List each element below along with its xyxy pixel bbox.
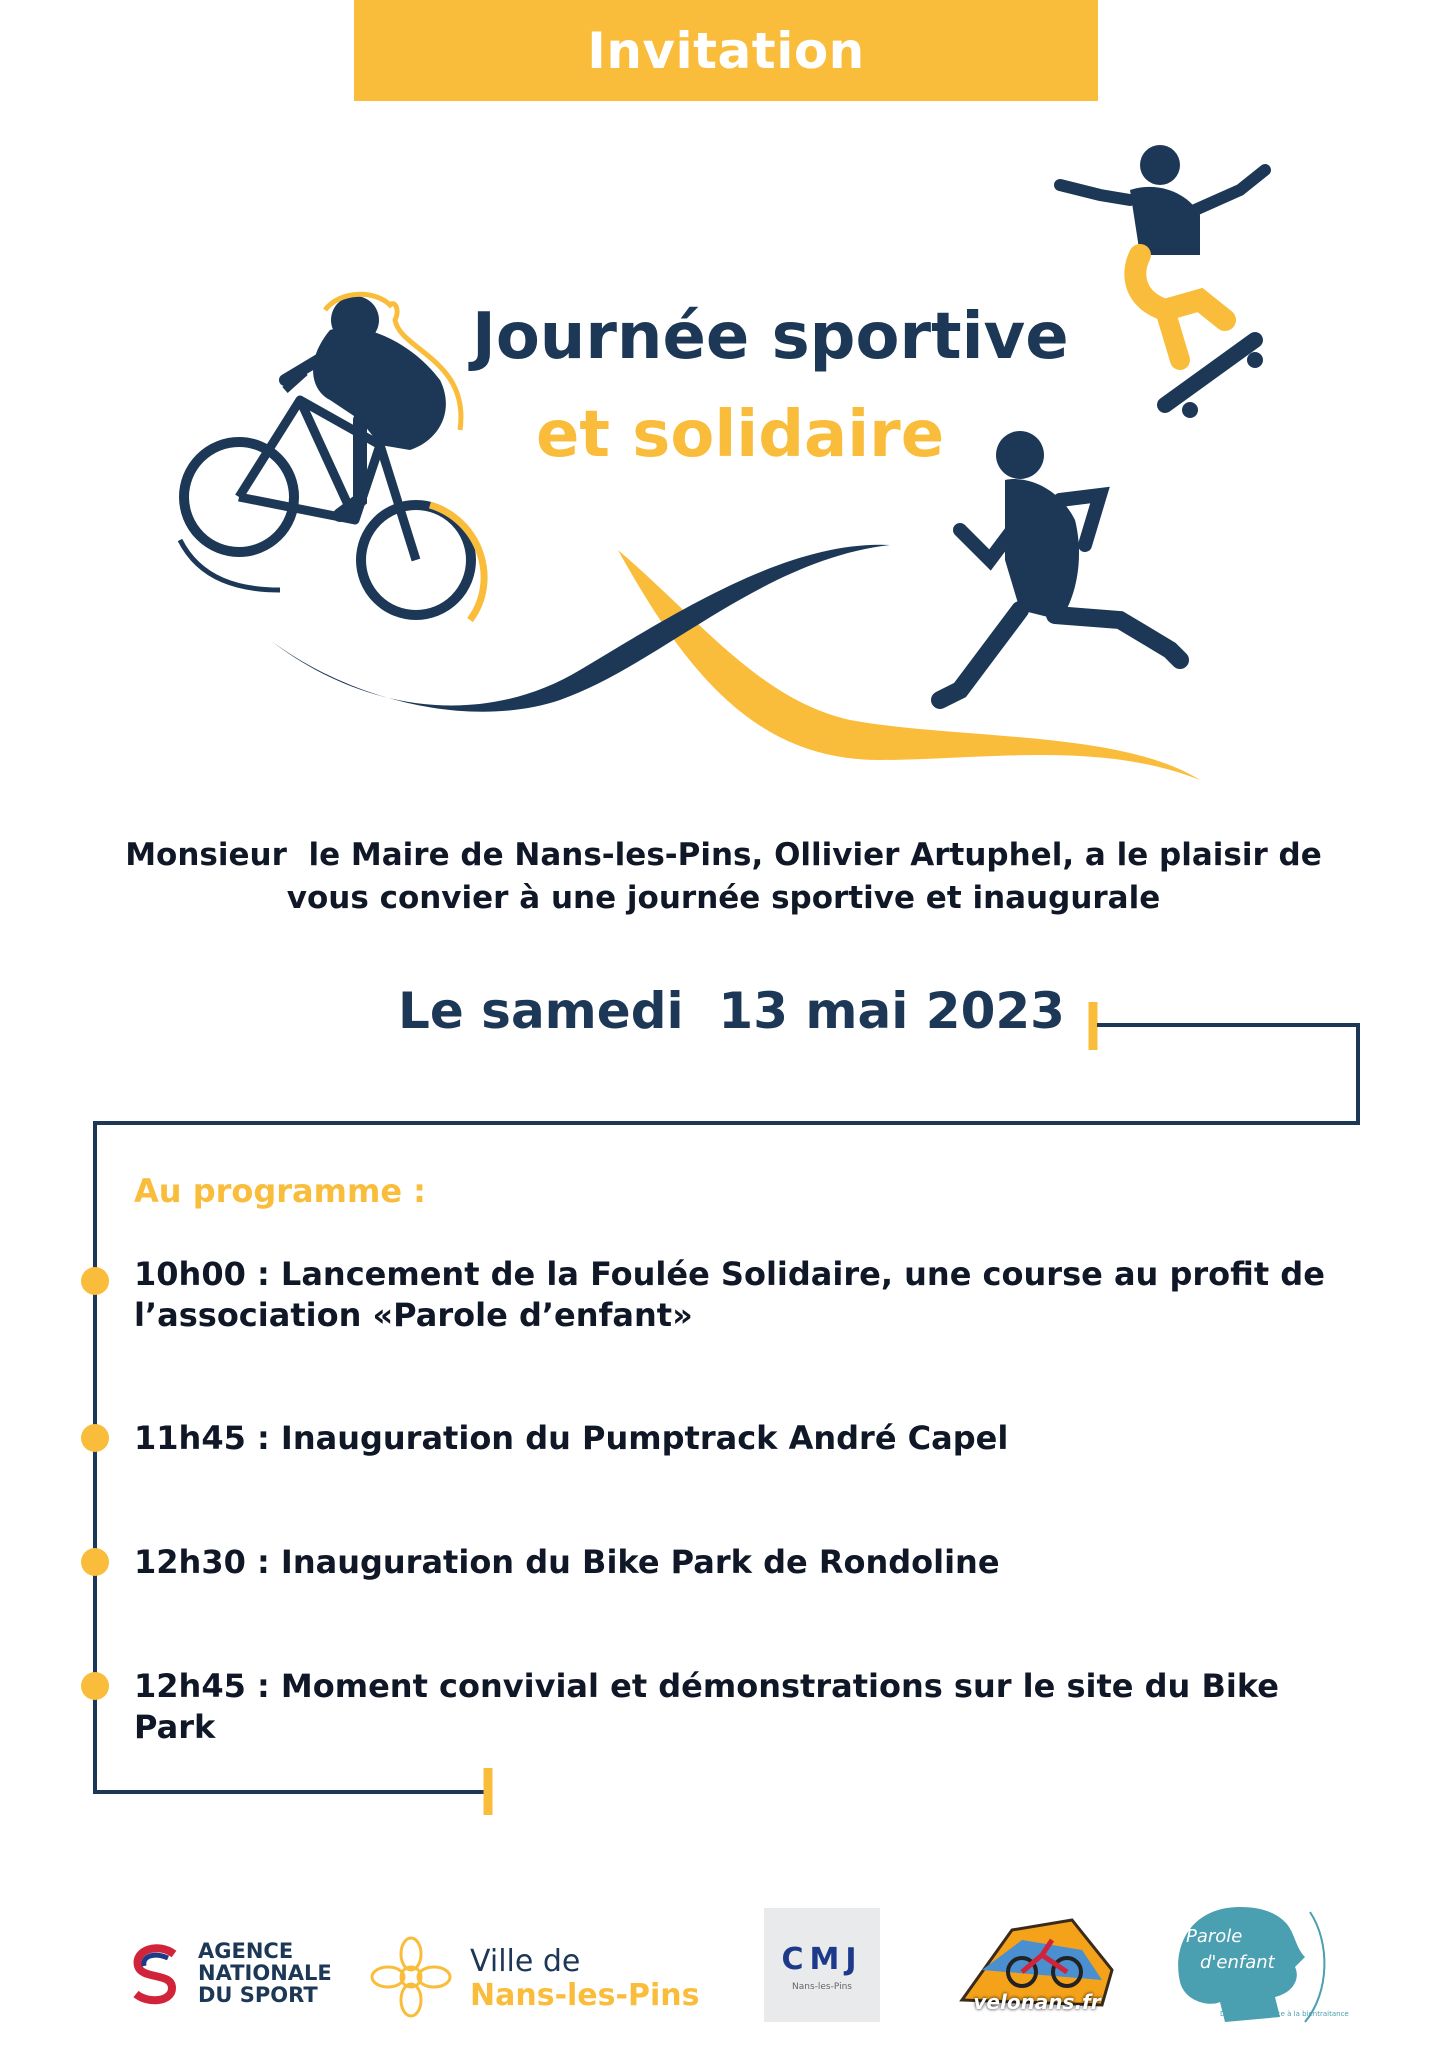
parole-tagline: De la maltraitance à la bientraitance <box>1220 2010 1349 2018</box>
programme-item-line: l’association «Parole d’enfant» <box>134 1296 693 1334</box>
timeline-dot <box>81 1267 109 1295</box>
intro-line-1: Monsieur le Maire de Nans-les-Pins, Ollivier Artuphel, a le plaisir de <box>125 837 1322 873</box>
event-date: Le samedi 13 mai 2023 <box>398 982 1065 1040</box>
programme-item-line: 10h00 : Lancement de la Foulée Solidaire, une course au profit de <box>134 1255 1325 1293</box>
flower-emblem-icon <box>366 1932 456 2022</box>
programme-item-line: 11h45 : Inauguration du Pumptrack André Capel <box>134 1419 1009 1457</box>
ans-logo <box>128 1940 338 2010</box>
ville-line-2: Nans-les-Pins <box>470 1978 700 2013</box>
programme-item <box>134 1254 1364 1336</box>
partner-logos <box>0 1880 1447 2048</box>
velonans-label: velonans.fr <box>973 1990 1101 2014</box>
programme-item <box>134 1666 1364 1748</box>
programme-heading: Au programme : <box>134 1172 426 1210</box>
velonans-logo <box>952 1910 1122 2020</box>
ans-line-2: NATIONALE <box>198 1961 332 1985</box>
parole-line-2: d'enfant <box>1200 1952 1275 1973</box>
timeline-dot <box>81 1424 109 1452</box>
cmj-label: CMJ <box>781 1942 863 1977</box>
timeline-dot <box>81 1548 109 1576</box>
parole-logo <box>1170 1902 1349 2032</box>
intro-line-2: vous convier à une journée sportive et inaugurale <box>286 880 1161 916</box>
ville-logo <box>366 1932 726 2022</box>
ans-emblem-icon <box>128 1944 184 2006</box>
programme-item-line: 12h30 : Inauguration du Bike Park de Rondoline <box>134 1543 1000 1581</box>
ville-line-1: Ville de <box>470 1944 581 1979</box>
programme-item <box>134 1542 1364 1583</box>
parole-line-1: Parole <box>1186 1926 1243 1947</box>
programme-item <box>134 1418 1364 1459</box>
ans-line-3: DU SPORT <box>198 1983 318 2007</box>
cmj-sub: Nans-les-Pins <box>792 1982 852 1992</box>
ans-line-1: AGENCE <box>198 1939 294 1963</box>
title-line-1: Journée sportive <box>472 300 1069 374</box>
title-line-2: et solidaire <box>536 398 945 472</box>
timeline-dot <box>81 1672 109 1700</box>
cmj-logo <box>764 1908 880 2022</box>
invitation-label: Invitation <box>587 21 865 80</box>
programme-item-line: 12h45 : Moment convivial et démonstrations sur le site du Bike Park <box>134 1667 1279 1746</box>
